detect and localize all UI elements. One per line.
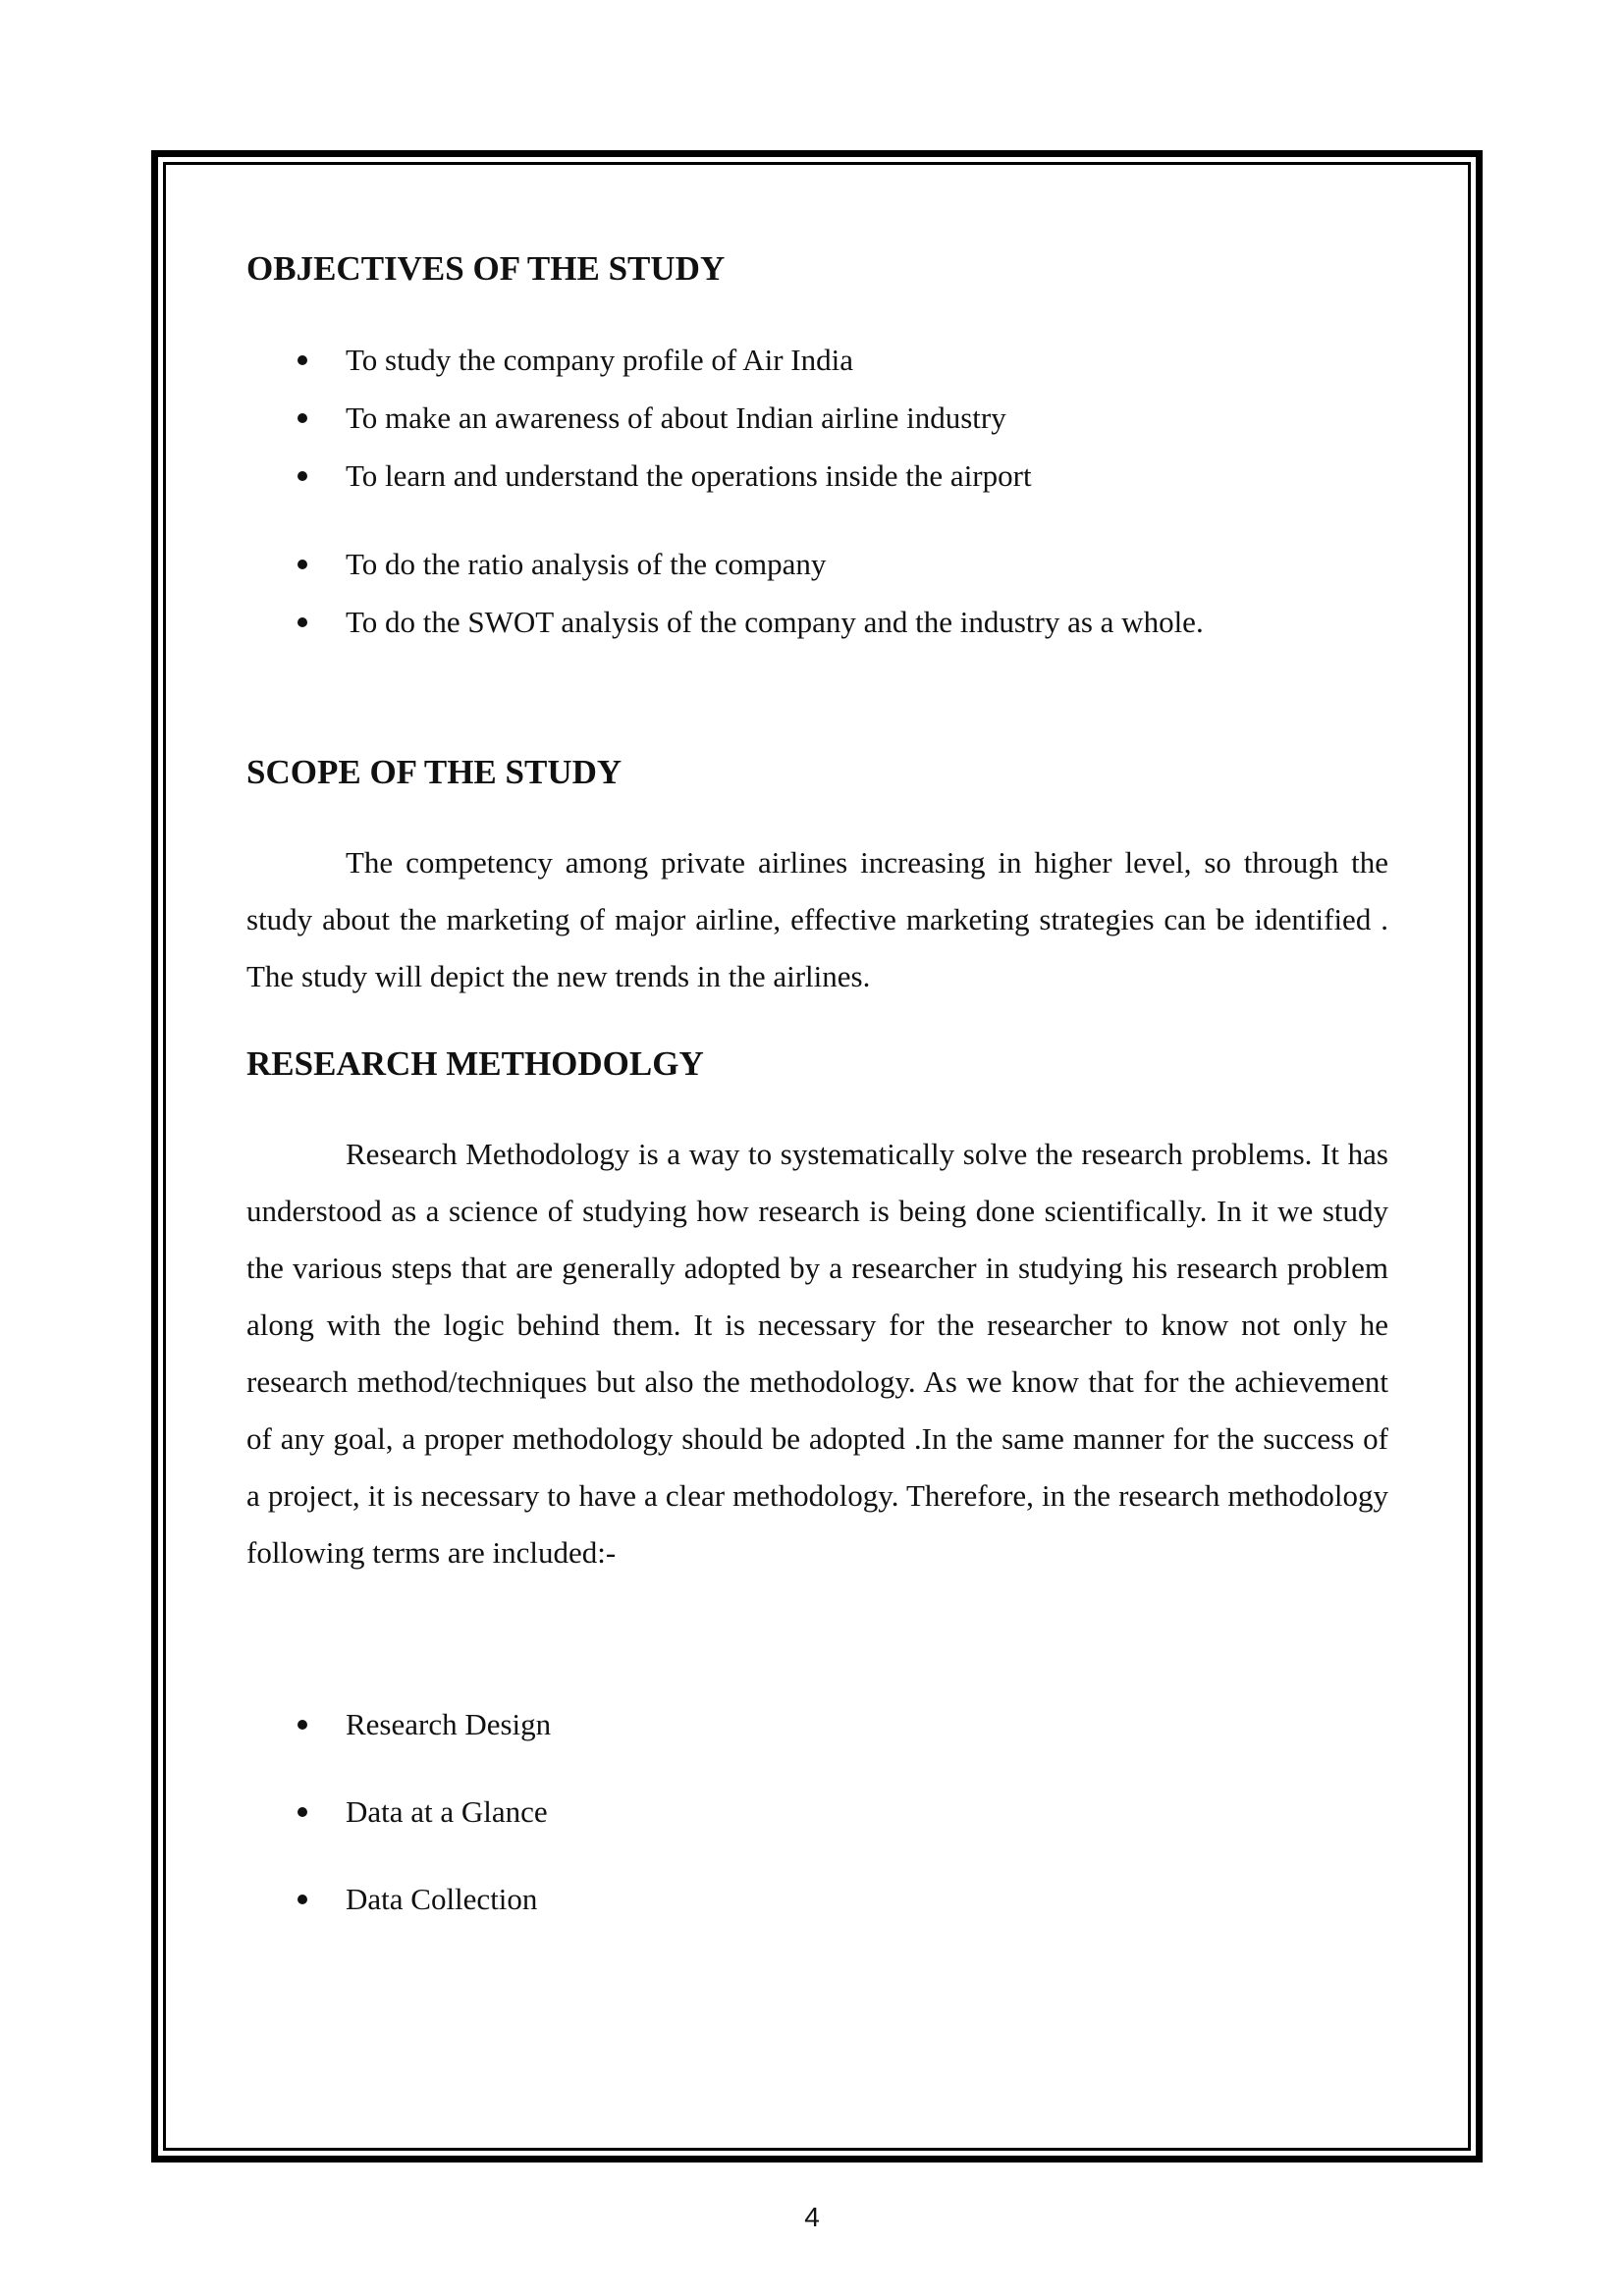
list-item — [246, 1880, 1388, 1967]
objectives-list — [246, 341, 1388, 661]
methodology-heading: RESEARCH METHODOLGY — [246, 1044, 704, 1083]
list-item — [246, 1792, 1388, 1880]
page-number: 4 — [804, 2202, 820, 2232]
bullet-icon — [298, 413, 307, 423]
list-item — [246, 341, 1388, 399]
list-item-text: To do the SWOT analysis of the company and the industry as a whole. — [346, 605, 1204, 639]
list-item-text: Research Design — [346, 1707, 552, 1741]
bullet-icon — [298, 1720, 307, 1730]
bullet-icon — [298, 355, 307, 365]
bullet-icon — [298, 560, 307, 569]
bullet-icon — [298, 617, 307, 627]
list-item — [246, 399, 1388, 456]
list-item-text: To make an awareness of about Indian airline industry — [346, 400, 1006, 435]
objectives-heading: OBJECTIVES OF THE STUDY — [246, 249, 726, 288]
list-item-text: To do the ratio analysis of the company — [346, 547, 827, 581]
list-item-text: Data at a Glance — [346, 1794, 548, 1829]
scope-paragraph: The competency among private airlines increasing in higher level, so through the study about the marketing of major airline, effective marketing strategies can be identified . The study will depict the new trends in the airlines. — [246, 845, 1388, 993]
scope-heading: SCOPE OF THE STUDY — [246, 753, 623, 791]
bullet-icon — [298, 1895, 307, 1904]
list-item — [246, 603, 1388, 661]
list-item-text: To learn and understand the operations inside the airport — [346, 458, 1032, 493]
methodology-paragraph: Research Methodology is a way to systematically solve the research problems. It has understood as a science of studying how research is being done scientifically. In it we study the various steps that are generally adopted by a researcher in studying his research problem along with the logic behind them. It is necessary for the researcher to know not only he research method/techniques but also the methodology. As we know that for the achievement of any goal, a proper methodology should be adopted .In the same manner for the success of a project, it is necessary to have a clear methodology. Therefore, in the research methodology following terms are included:- — [246, 1137, 1388, 1570]
list-item — [246, 545, 1388, 603]
bullet-icon — [298, 471, 307, 481]
methodology-terms-list — [246, 1705, 1388, 1967]
bullet-icon — [298, 1807, 307, 1817]
list-item-text: To study the company profile of Air India — [346, 343, 853, 377]
list-item — [246, 1705, 1388, 1792]
list-item-text: Data Collection — [346, 1882, 538, 1916]
list-item — [246, 456, 1388, 545]
